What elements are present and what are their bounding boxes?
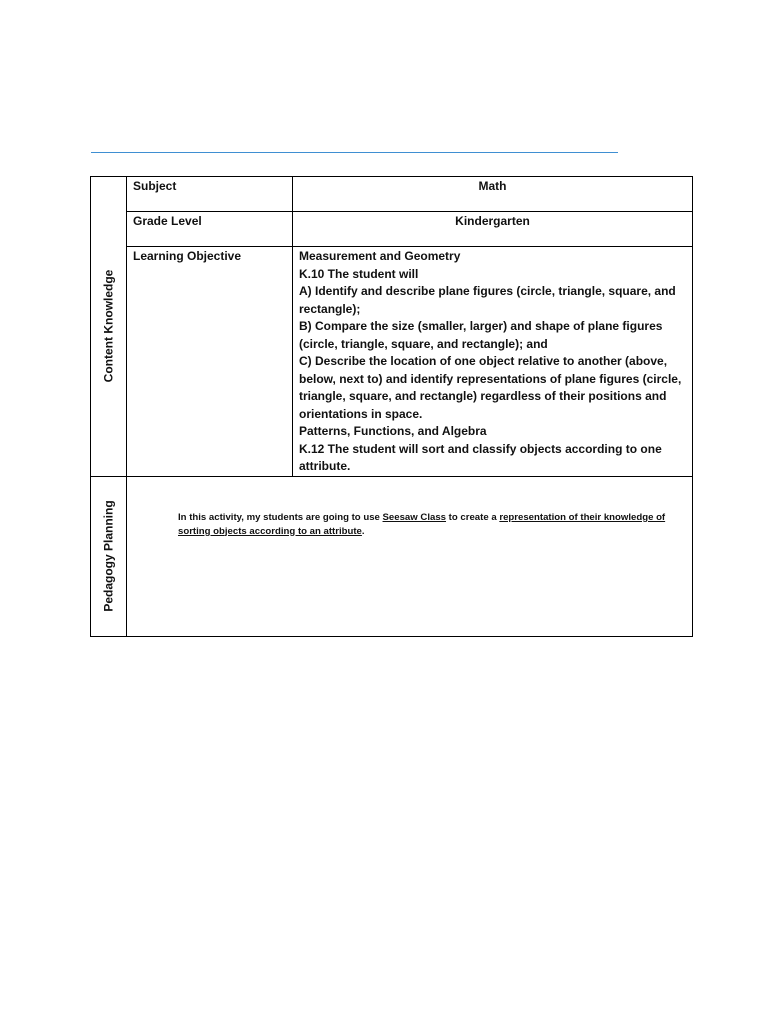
- subject-label-cell: [127, 177, 293, 212]
- objective-line: Measurement and Geometry: [299, 249, 461, 263]
- activity-text-middle: to create a: [446, 511, 500, 523]
- subject-label: Subject: [133, 179, 177, 193]
- objective-line: K.12 The student will sort and classify objects according to one attribute.: [299, 441, 662, 473]
- learning-objective-label: Learning Objective: [133, 249, 242, 263]
- grade-level-label-cell: [127, 212, 293, 247]
- objective-line: A) Identify and describe plane figures (circle, triangle, square, and rectangle);: [299, 284, 676, 316]
- grade-level-row: [91, 212, 693, 247]
- header-rule: [91, 152, 618, 153]
- content-knowledge-section: [91, 177, 127, 477]
- objective-line: B) Compare the size (smaller, larger) and shape of plane figures (circle, triangle, square, and rectangle); and: [299, 319, 663, 351]
- learning-objective-text: [299, 247, 686, 476]
- representation-text: representation of their knowledge of sorting objects according to an attribute: [178, 511, 666, 537]
- grade-level-value-cell: [293, 212, 693, 247]
- pedagogy-row: [91, 476, 693, 636]
- objective-line: C) Describe the location of one object relative to another (above, below, next to) and identify representations of plane figures (circle, triangle, square, and rectangle) regardless of their positions and orientations in space.: [299, 354, 682, 421]
- objective-line: K.10 The student will: [299, 266, 419, 281]
- subject-row: [91, 177, 693, 212]
- content-knowledge-label: Content Knowledge: [100, 269, 115, 383]
- grade-level-value: Kindergarten: [455, 214, 530, 228]
- learning-objective-label-cell: [127, 247, 293, 477]
- subject-value-cell: [293, 177, 693, 212]
- activity-text-intro: In this activity, my students are going to use: [178, 511, 383, 523]
- lesson-plan-table: [90, 176, 693, 637]
- activity-text-end: .: [361, 525, 365, 537]
- pedagogy-planning-section: [91, 476, 127, 636]
- pedagogy-content-cell: [127, 476, 693, 636]
- grade-level-label: Grade Level: [133, 214, 202, 228]
- subject-value: Math: [478, 179, 507, 193]
- activity-description: [178, 511, 682, 539]
- objective-line: Patterns, Functions, and Algebra: [299, 424, 487, 438]
- seesaw-class-link: Seesaw Class: [382, 511, 447, 523]
- learning-objective-value-cell: [293, 247, 693, 477]
- pedagogy-planning-label: Pedagogy Planning: [100, 500, 115, 612]
- learning-objective-row: [91, 247, 693, 477]
